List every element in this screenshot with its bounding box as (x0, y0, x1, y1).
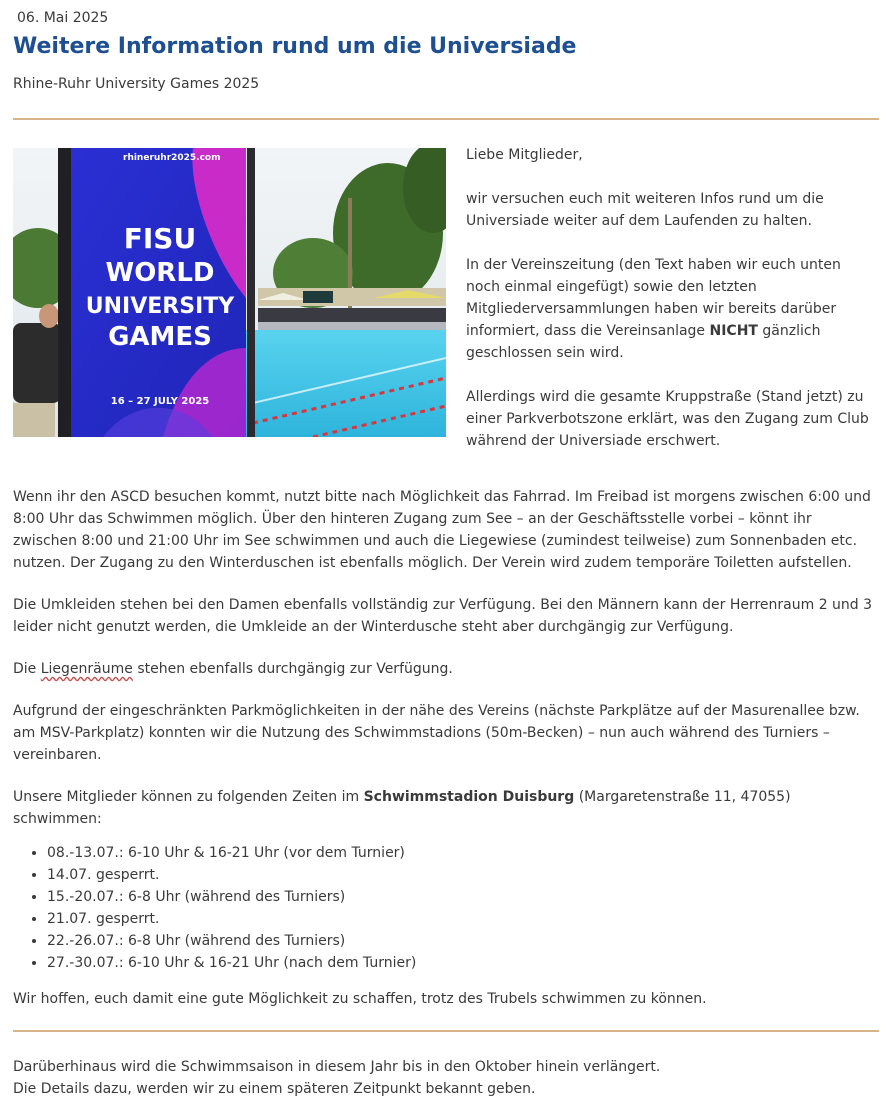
banner-line1: FISU (123, 222, 197, 255)
article-body (13, 486, 879, 1010)
schedule-item: • 14.07. gesperrt. (47, 864, 879, 886)
banner-line2: WORLD (105, 258, 215, 288)
intro-text (466, 144, 876, 474)
paragraph-stadium: Unsere Mitglieder können zu folgenden Zeiten im Schwimmstadion Duisburg (Margaretenstraße 11, 47055) schwimmen: (13, 789, 791, 827)
schedule-list (13, 842, 879, 974)
paragraph-access: Wenn ihr den ASCD besuchen kommt, nutzt bitte nach Möglichkeit das Fahrrad. Im Freibad ist morgens zwischen 6:00 und 8:00 Uhr das Schwimmen möglich. Über den hinteren Zugang zum See – an der Geschäftsstelle vorbei – könnt ihr zwischen 8:00 und 21:00 Uhr im See schwimmen und auch die Liegewiese (zumindest teilweise) zum Sonnenbaden etc. nutzen. Der Zugang zu den Winterduschen ist ebenfalls möglich. Der Verein wird zudem temporäre Toiletten aufstellen. (13, 489, 871, 571)
intro-paragraph-2: In der Vereinszeitung (den Text haben wir euch unten noch einmal eingefügt) sowie den letzten Mitgliederversammlungen haben wir bereits darüber informiert, dass die Vereinsanlage NICHT gänzlich geschlossen sein wird. (466, 257, 841, 361)
article-title: Weitere Information rund um die Universiade (13, 34, 577, 59)
banner-url: rhineruhr2025.com (123, 153, 221, 163)
hero-photo (13, 148, 446, 437)
greeting: Liebe Mitglieder, (466, 147, 583, 163)
intro-row (13, 148, 879, 474)
article-date: 06. Mai 2025 (17, 10, 109, 26)
divider-bottom (13, 1030, 879, 1032)
schedule-item: • 22.-26.07.: 6-8 Uhr (während des Turniers) (47, 930, 879, 952)
schedule-item: • 27.-30.07.: 6-10 Uhr & 16-21 Uhr (nach dem Turnier) (47, 952, 879, 974)
paragraph-changing-rooms: Die Umkleiden stehen bei den Damen ebenfalls vollständig zur Verfügung. Bei den Männern kann der Herrenraum 2 und 3 leider nicht genutzt werden, die Umkleide an der Winterdusche steht aber durchgängig zur Verfügung. (13, 597, 873, 635)
article (13, 0, 879, 1100)
banner-line4: GAMES (108, 322, 212, 352)
banner-line3: UNIVERSITY (85, 294, 235, 319)
stadium-name: Schwimmstadion Duisburg (363, 789, 575, 805)
schedule-item: • 08.-13.07.: 6-10 Uhr & 16-21 Uhr (vor dem Turnier) (47, 842, 879, 864)
footer-note (13, 1056, 879, 1100)
footer-line-1: Darüberhinaus wird die Schwimmsaison in diesem Jahr bis in den Oktober hinein verlängert. (13, 1059, 661, 1075)
paragraph-parking: Aufgrund der eingeschränkten Parkmöglichkeiten in der nähe des Vereins (nächste Parkplätze auf der Masurenallee bzw. am MSV-Parkplatz) konnten wir die Nutzung des Schwimmstadions (50m-Becken) – nun auch während des Turniers – vereinbaren. (13, 703, 860, 763)
intro-paragraph-3: Allerdings wird die gesamte Kruppstraße (Stand jetzt) zu einer Parkverbotszone erklärt, was den Zugang zum Club während der Universiade erschwert. (466, 389, 869, 449)
emphasis-nicht: NICHT (709, 323, 758, 339)
intro-paragraph-1: wir versuchen euch mit weiteren Infos rund um die Universiade weiter auf dem Laufenden zu halten. (466, 191, 824, 229)
footer-line-2: Die Details dazu, werden wir zu einem späteren Zeitpunkt bekannt geben. (13, 1081, 536, 1097)
schedule-item: • 15.-20.07.: 6-8 Uhr (während des Turniers) (47, 886, 879, 908)
schedule-item: • 21.07. gesperrt. (47, 908, 879, 930)
paragraph-closing: Wir hoffen, euch damit eine gute Möglichkeit zu schaffen, trotz des Trubels schwimmen zu können. (13, 991, 707, 1007)
spellcheck-word: Liegenräume (40, 661, 133, 677)
divider-top (13, 118, 879, 120)
banner-dates: 16 – 27 JULY 2025 (110, 396, 210, 407)
paragraph-rest-rooms: Die Liegenräume stehen ebenfalls durchgängig zur Verfügung. (13, 661, 453, 677)
hero-image (13, 148, 446, 437)
article-subtitle: Rhine-Ruhr University Games 2025 (13, 76, 260, 92)
